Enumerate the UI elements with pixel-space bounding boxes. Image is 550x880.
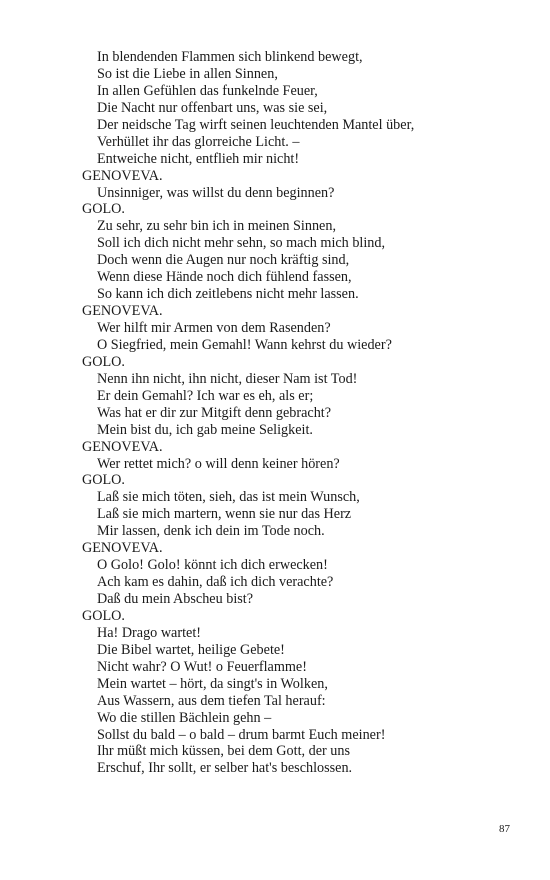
verse-line: O Golo! Golo! könnt ich dich erwecken! [97,557,328,574]
verse-line: Laß sie mich martern, wenn sie nur das Herz [97,506,352,523]
verse-line: Mein bist du, ich gab meine Seligkeit. [97,421,313,438]
verse-line: Der neidsche Tag wirft seinen leuchtenden Mantel über, [97,116,415,133]
verse-line: Nicht wahr? O Wut! o Feuerflamme! [97,658,307,675]
speaker-name: GENOVEVA. [82,167,163,184]
verse-line: Die Bibel wartet, heilige Gebete! [97,641,285,658]
verse-line: Ihr müßt mich küssen, bei dem Gott, der uns [97,743,350,760]
verse-line: Was hat er dir zur Mitgift denn gebracht? [97,404,332,421]
verse-line: Wer rettet mich? o will denn keiner hören? [97,455,340,472]
verse-line: Wo die stillen Bächlein gehn – [97,709,272,726]
verse-line: So ist die Liebe in allen Sinnen, [97,65,278,82]
verse-line: Die Nacht nur offenbart uns, was sie sei, [97,99,328,116]
verse-line: Ha! Drago wartet! [97,624,201,641]
verse-line: Aus Wassern, aus dem tiefen Tal herauf: [97,692,326,709]
verse-line: So kann ich dich zeitlebens nicht mehr lassen. [97,286,359,303]
verse-line: In allen Gefühlen das funkelnde Feuer, [97,82,318,99]
verse-line: Nenn ihn nicht, ihn nicht, dieser Nam ist Tod! [97,370,358,387]
verse-line: Mir lassen, denk ich dein im Tode noch. [97,523,325,540]
page-number: 87 [499,823,510,835]
verse-line: Soll ich dich nicht mehr sehn, so mach mich blind, [97,235,386,252]
speaker-name: GENOVEVA. [82,438,163,455]
verse-line: Wenn diese Hände noch dich fühlend fassen, [97,269,352,286]
speaker-name: GOLO. [82,353,125,370]
verse-line: Mein wartet – hört, da singt's in Wolken, [97,675,328,692]
verse-line: In blendenden Flammen sich blinkend bewegt, [97,49,363,65]
speaker-name: GOLO. [82,607,125,624]
verse-line: Entweiche nicht, entflieh mir nicht! [97,150,300,167]
verse-line: Laß sie mich töten, sieh, das ist mein Wunsch, [97,489,360,506]
verse-line: Er dein Gemahl? Ich war es eh, als er; [97,387,314,404]
speaker-name: GOLO. [82,472,125,489]
speaker-name: GENOVEVA. [82,540,163,557]
verse-line: Sollst du bald – o bald – drum barmt Euch meiner! [97,726,386,743]
verse-line: Zu sehr, zu sehr bin ich in meinen Sinnen, [97,218,336,235]
verse-line: Unsinniger, was willst du denn beginnen? [97,184,335,201]
speaker-name: GENOVEVA. [82,303,163,320]
verse-line: Wer hilft mir Armen von dem Rasenden? [97,320,331,336]
verse-line: Ach kam es dahin, daß ich dich verachte? [97,574,334,591]
verse-line: O Siegfried, mein Gemahl! Wann kehrst du wieder? [97,336,392,353]
drama-text [82,49,522,777]
verse-line: Erschuf, Ihr sollt, er selber hat's beschlossen. [97,760,353,777]
speaker-name: GOLO. [82,201,125,218]
verse-line: Daß du mein Abscheu bist? [97,591,254,607]
verse-line: Doch wenn die Augen nur noch kräftig sind, [97,252,350,269]
verse-line: Verhüllet ihr das glorreiche Licht. – [97,133,300,150]
